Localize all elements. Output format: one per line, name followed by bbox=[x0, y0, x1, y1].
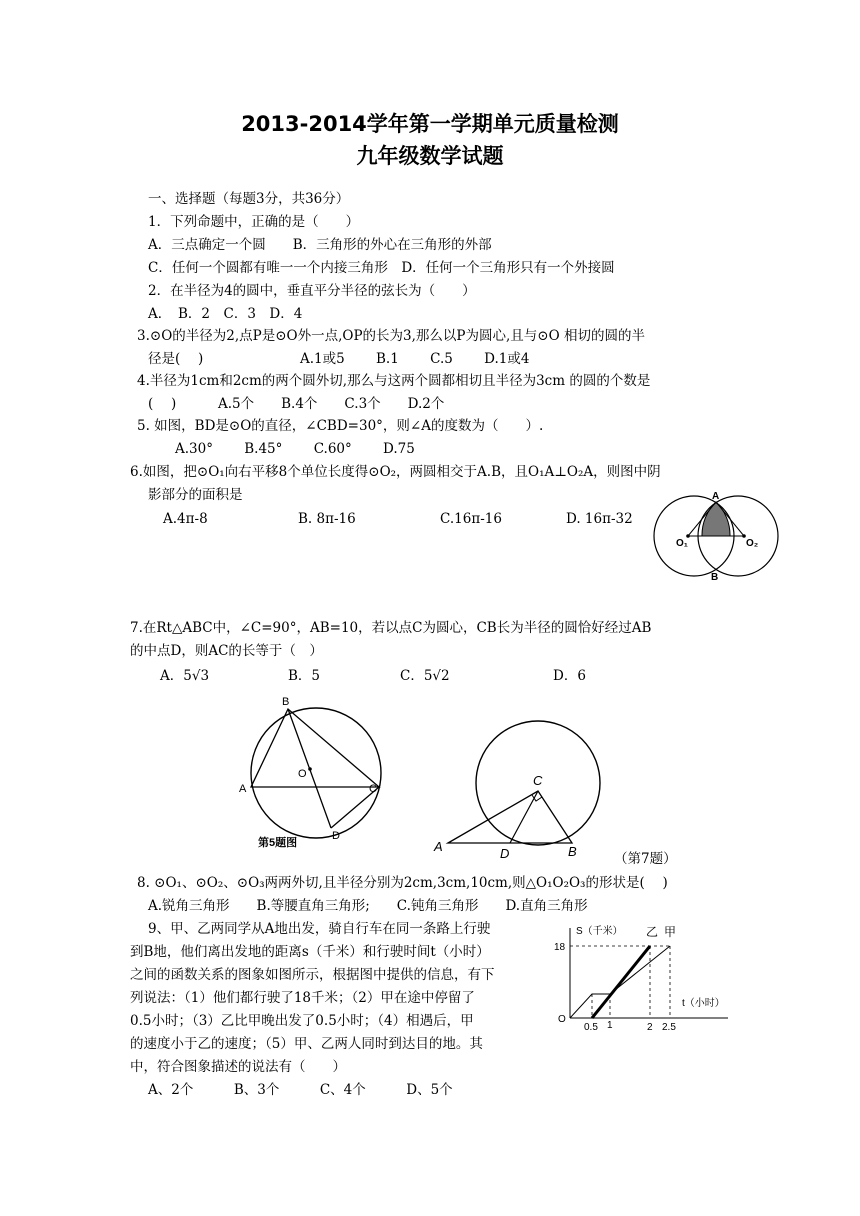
q1-options-cd: C．任何一个圆都有唯一一个内接三角形 D．任何一个三角形只有一个外接圆 bbox=[148, 260, 615, 276]
q9-y-tick-18: 18 bbox=[554, 942, 566, 953]
q9-line-7: 中，符合图象描述的说法有（ ） bbox=[130, 1059, 346, 1075]
q7-option-c: C．5√2 bbox=[400, 668, 450, 684]
q7-figure bbox=[430, 707, 610, 859]
q9-origin: O bbox=[558, 1014, 566, 1025]
q8-options: A.锐角三角形 B.等腰直角三角形; C.钝角三角形 D.直角三角形 bbox=[148, 898, 588, 914]
q3-line-1: 3.⊙O的半径为2,点P是⊙O外一点,OP的长为3,那么以P为圆心,且与⊙O 相切的圆的半 bbox=[137, 328, 645, 344]
q7-label-d: D bbox=[500, 846, 510, 861]
q7-option-b: B．5 bbox=[288, 668, 321, 684]
q7-triangle-abc bbox=[448, 791, 572, 843]
q3-line-2: 径是( ) bbox=[148, 351, 204, 367]
q9-line-4: 列说法：（1）他们都行驶了18千米；（2）甲在途中停留了 bbox=[130, 990, 475, 1006]
q6-label-b: B bbox=[711, 572, 719, 583]
q6-option-b: B. 8π-16 bbox=[298, 511, 356, 527]
q7-option-a: A．5√3 bbox=[160, 668, 210, 684]
q6-label-a: A bbox=[712, 491, 720, 502]
q9-series-yi: 乙 bbox=[646, 925, 659, 939]
q7-line-1: 7.在Rt△ABC中，∠C=90°，AB=10，若以点C为圆心，CB长为半径的圆恰好经过AB bbox=[130, 620, 652, 636]
q7-label-a: A bbox=[434, 839, 443, 854]
q5-caption: 第5题图 bbox=[258, 837, 298, 849]
q1-options-ab: A．三点确定一个圆 B．三角形的外心在三角形的外部 bbox=[148, 237, 492, 253]
q7-label-b: B bbox=[568, 844, 577, 859]
q1-stem: 1．下列命题中，正确的是（ ） bbox=[148, 214, 360, 230]
q9-x-tick-2: 2 bbox=[647, 1022, 653, 1033]
q5-options: A.30° B.45° C.60° D.75 bbox=[175, 441, 415, 457]
q6-shaded-region bbox=[702, 502, 730, 536]
q9-line-6: 的速度小于乙的速度；（5）甲、乙两人同时到达目的地。其 bbox=[130, 1036, 483, 1052]
q4-line-1: 4.半径为1cm和2cm的两个圆外切,那么与这两个圆都相切且半径为3cm 的圆的个数是 bbox=[137, 373, 651, 389]
q3-options: A.1或5 B.1 C.5 D.1或4 bbox=[300, 351, 530, 367]
q6-line-1: 6.如图，把⊙O₁向右平移8个单位长度得⊙O₂，两圆相交于A.B，且O₁A⊥O₂A，则图中阴 bbox=[130, 464, 661, 480]
q5-center-point bbox=[308, 767, 312, 771]
q9-line-3: 之间的函数关系的图象如图所示，根据图中提供的信息，有下 bbox=[130, 967, 495, 983]
q2-options: A． B．2 C．3 D．4 bbox=[148, 306, 303, 322]
q9-y-label: S（千米） bbox=[576, 926, 623, 937]
q9-graph bbox=[550, 922, 740, 1034]
q6-option-c: C.16π-16 bbox=[440, 511, 502, 527]
q5-label-d: D bbox=[332, 830, 340, 842]
q5-stem: 5. 如图，BD是⊙O的直径，∠CBD=30°，则∠A的度数为（ ）. bbox=[137, 418, 544, 434]
q9-line-yi bbox=[592, 946, 650, 1018]
q6-line-2: 影部分的面积是 bbox=[148, 487, 243, 503]
q6-label-o1: O₁ bbox=[676, 538, 688, 549]
title-line-2: 九年级数学试题 bbox=[356, 144, 504, 168]
q9-x-tick-2-5: 2.5 bbox=[662, 1022, 676, 1033]
q6-figure bbox=[648, 488, 788, 588]
section-heading: 一、选择题（每题3分，共36分） bbox=[148, 191, 350, 207]
q6-label-o2: O₂ bbox=[746, 538, 759, 549]
q7-figure-caption: （第7题） bbox=[614, 851, 677, 867]
q7-option-d: D．6 bbox=[553, 668, 586, 684]
q5-triangle-abc bbox=[251, 709, 379, 787]
q4-options: A.5个 B.4个 C.3个 D.2个 bbox=[218, 396, 445, 412]
q9-x-label: t（小时） bbox=[682, 998, 725, 1009]
q5-label-c: C bbox=[369, 783, 377, 795]
q9-line-5: 0.5小时；（3）乙比甲晚出发了0.5小时；（4）相遇后，甲 bbox=[130, 1013, 474, 1029]
q9-line-1: 9、甲、乙两同学从A地出发，骑自行车在同一条路上行驶 bbox=[148, 921, 491, 937]
title-line-1: 2013-2014学年第一学期单元质量检测 bbox=[241, 112, 619, 136]
q9-series-jia: 甲 bbox=[664, 925, 677, 939]
q9-x-tick-1: 1 bbox=[607, 1020, 613, 1031]
q6-option-a: A.4π-8 bbox=[163, 511, 208, 527]
q5-figure bbox=[236, 693, 386, 848]
q9-x-tick-0-5: 0.5 bbox=[584, 1022, 598, 1033]
q5-label-a: A bbox=[239, 783, 247, 795]
q5-label-o: O bbox=[298, 768, 307, 780]
q4-line-2: ( ) bbox=[148, 396, 177, 412]
q8-stem: 8. ⊙O₁、⊙O₂、⊙O₃两两外切,且半径分别为2cm,3cm,10cm,则△O₁O₂O₃的形状是( ) bbox=[137, 875, 668, 891]
q5-label-b: B bbox=[282, 696, 290, 708]
q2-stem: 2．在半径为4的圆中，垂直平分半径的弦长为（ ） bbox=[148, 283, 476, 299]
q9-options: A、2个 B、3个 C、4个 D、5个 bbox=[148, 1082, 453, 1098]
q5-circle bbox=[251, 708, 381, 838]
q7-label-c: C bbox=[533, 773, 543, 788]
q6-option-d: D. 16π-32 bbox=[566, 511, 633, 527]
q9-line-2: 到B地，他们离出发地的距离s（千米）和行驶时间t（小时） bbox=[130, 944, 490, 960]
q7-line-2: 的中点D，则AC的长等于（ ） bbox=[130, 643, 323, 659]
